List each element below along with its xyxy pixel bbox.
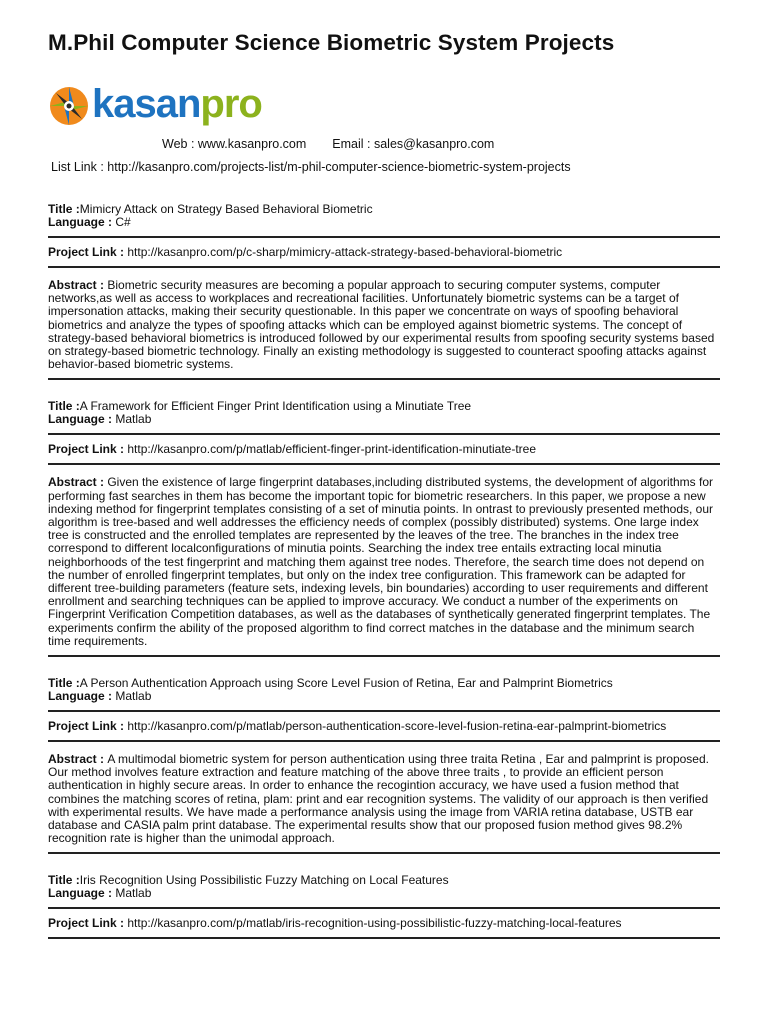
language-label: Language : [48, 412, 116, 427]
project-entry [48, 203, 720, 380]
title-label: Title : [48, 873, 80, 888]
project-title: A Person Authentication Approach using Score Level Fusion of Retina, Ear and Palmprint Biometrics [79, 676, 613, 691]
divider [48, 463, 720, 465]
project-link-label: Project Link : [48, 245, 128, 259]
divider [48, 655, 720, 657]
project-abstract [48, 753, 720, 845]
divider [48, 937, 720, 939]
language-label: Language : [48, 886, 116, 901]
project-entry [48, 400, 720, 657]
project-language-line [48, 413, 720, 426]
logo-text-pro: pro [200, 82, 262, 126]
abstract-text: Given the existence of large fingerprint databases,including distributed systems, the development of algorithms for performing fast searches in them has become the important topic for biometric researchers. In this paper, we propose a new indexing method for fingerprint templates consisting of a set of minutia points. In ontrast to previously presented methods, our algorithm is tree-based and well addresses the efficiency needs of complex (possibly distributed) systems. One large index tree is constructed and the enrolled templates are represented by the leaves of the tree. The branches in the index tree correspond to different localconfigurations of minutia points. Searching the index tree entails extracting local minutia neighborhoods of the test fingerprint and matching them against tree nodes. Therefore, the search time does not depend on the number of enrolled fingerprint templates, but only on the index tree configuration. This framework can be adapted for different tree-building parameters (feature sets, indexing levels, bin boundaries) according to user requirements and different enrollment and searching techniques can be applied to improve accuracy. We conduct a number of the experiments on Fingerprint Verification Competition databases, as well as the databases of synthetically generated fingerprint templates. The experiments confirm the ability of the proposed algorithm to find correct matches in the database and the minimum search time requirements. [48, 475, 714, 648]
divider [48, 740, 720, 742]
kasanpro-logo[interactable] [48, 82, 262, 132]
project-language-line [48, 216, 720, 229]
title-label: Title : [48, 399, 80, 414]
abstract-text: A multimodal biometric system for person authentication using three traita Retina , Ear and palmprint is proposed. Our method involves feature extraction and feature matching of the above three traits , to provide an efficient person authentication in highly secure areas. In order to enhance the recogintion accuracy, we have used a fusion method that combines the matching scores of retina, plam: print and ear recognition systems. The validity of our approach is then verified with experimental results. We have made a performance analysis using the image from VARIA retina database, USTB ear database and CASIA palm print database. The experimental results show that our proposed fusion method gives 98.2% recognition rate is higher than the unimodal approach. [48, 752, 709, 846]
project-language: C# [115, 215, 131, 229]
project-language-line [48, 887, 720, 900]
title-label: Title : [48, 676, 80, 691]
abstract-text: Biometric security measures are becoming a popular approach to securing computer systems, computer networks,as well as access to workplaces and recreational facilities. Unfortunately biometric systems can be a target of impersonation attacks, making their security questionable. In this paper we concentrate on ways of spoofing behavioral biometrics and analyze the types of spoofing attacks which can be employed against biometric systems. The concept of strategy-based behavioral biometrics is introduced followed by our experimental results from spoofing security systems based on strategy-based biometric technology. Finally an existing methodology is suggested to counteract spoofing attacks against behavior-based biometric systems. [48, 278, 715, 372]
language-label: Language : [48, 689, 116, 704]
project-link[interactable]: http://kasanpro.com/p/matlab/efficient-finger-print-identification-minutiate-tree [127, 442, 536, 457]
project-language-line [48, 690, 720, 703]
divider [48, 433, 720, 435]
divider [48, 852, 720, 854]
divider [48, 236, 720, 238]
email-link[interactable]: sales@kasanpro.com [373, 137, 495, 151]
language-label: Language : [48, 215, 116, 229]
project-language: Matlab [115, 886, 152, 901]
project-link-line [48, 917, 720, 930]
project-title-line [48, 203, 720, 216]
project-language: Matlab [115, 689, 152, 704]
abstract-label: Abstract : [48, 475, 108, 490]
web-label: Web : [162, 137, 198, 151]
divider [48, 378, 720, 380]
page-title: M.Phil Computer Science Biometric System Projects [48, 30, 615, 55]
project-entry [48, 874, 720, 939]
project-entry [48, 677, 720, 854]
project-link[interactable]: http://kasanpro.com/p/matlab/iris-recognition-using-possibilistic-fuzzy-matching-local-features [127, 916, 622, 931]
divider [48, 266, 720, 268]
project-link-label: Project Link : [48, 719, 128, 734]
title-label: Title : [48, 202, 80, 216]
project-language: Matlab [115, 412, 152, 427]
project-title: Mimicry Attack on Strategy Based Behavioral Biometric [79, 202, 373, 216]
web-link[interactable]: www.kasanpro.com [197, 137, 307, 151]
logo-text-kasan: kasan [92, 82, 201, 126]
logo-emblem-icon [48, 85, 90, 127]
project-title: A Framework for Efficient Finger Print Identification using a Minutiate Tree [79, 399, 472, 414]
project-list [48, 203, 720, 947]
divider [48, 907, 720, 909]
contact-line [162, 137, 494, 151]
project-link-label: Project Link : [48, 442, 128, 457]
project-title: Iris Recognition Using Possibilistic Fuzzy Matching on Local Features [79, 873, 449, 888]
project-link[interactable]: http://kasanpro.com/p/matlab/person-authentication-score-level-fusion-retina-ear-palmprint-biometrics [127, 719, 667, 734]
project-link-line [48, 246, 720, 259]
abstract-label: Abstract : [48, 278, 108, 292]
list-link[interactable]: List Link : http://kasanpro.com/projects-list/m-phil-computer-science-biometric-system-projects [51, 160, 571, 174]
email-label: Email : [332, 137, 374, 151]
project-abstract [48, 476, 720, 648]
project-link-line [48, 720, 720, 733]
project-link[interactable]: http://kasanpro.com/p/c-sharp/mimicry-attack-strategy-based-behavioral-biometric [127, 245, 563, 259]
abstract-label: Abstract : [48, 752, 108, 767]
logo-wordmark [92, 82, 262, 127]
project-abstract [48, 279, 720, 371]
divider [48, 710, 720, 712]
project-link-line [48, 443, 720, 456]
project-link-label: Project Link : [48, 916, 128, 931]
